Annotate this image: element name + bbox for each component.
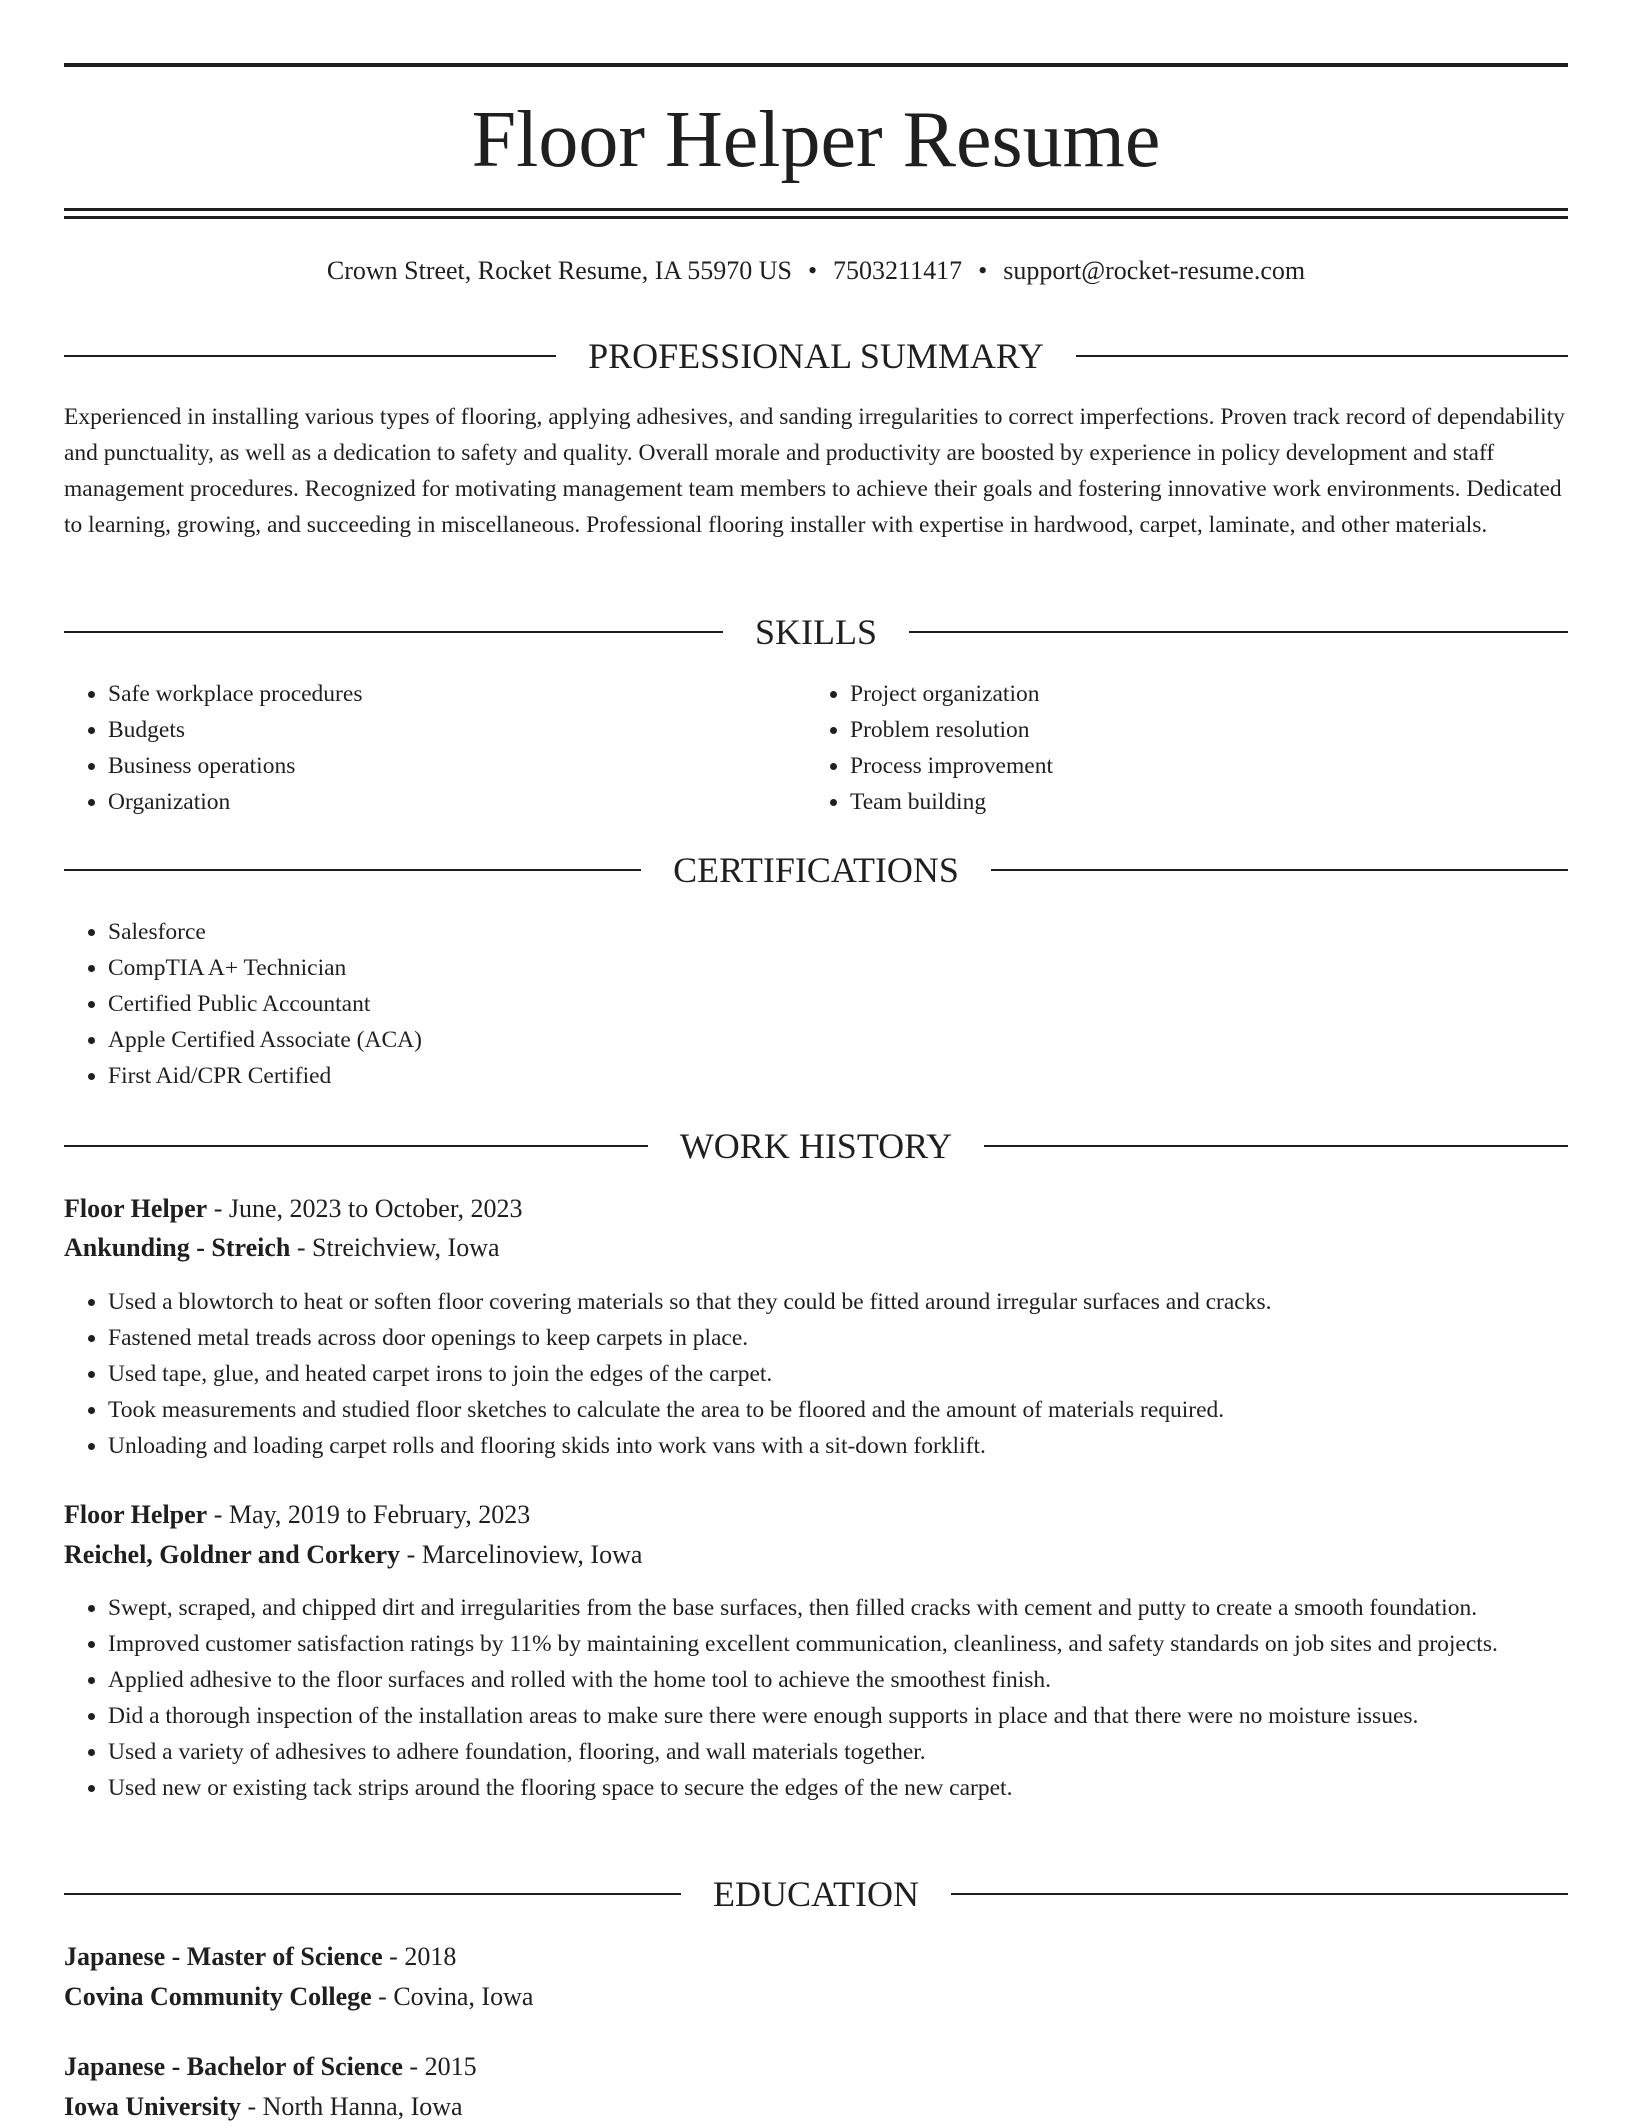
education-degree: Japanese - Master of Science xyxy=(64,1942,383,1971)
job-duty: • Fastened metal treads across door openings to keep carpets in place. xyxy=(108,1320,1568,1356)
certification-item: • Certified Public Accountant xyxy=(108,986,1568,1022)
certifications-list xyxy=(64,914,1568,1094)
education-location: - North Hanna, Iowa xyxy=(240,2092,463,2121)
job-title: Floor Helper xyxy=(64,1500,208,1529)
section-rule xyxy=(64,1145,648,1147)
professional-summary: Experienced in installing various types of flooring, applying adhesives, and sanding irregularities to correct imperfections. Proven track record of dependability and punctuality, as well as a dedication to safety and quality. Overall morale and productivity are boosted by experience in policy development and staff management procedures. Recognized for motivating management team members to achieve their goals and fostering innovative work environments. Dedicated to learning, growing, and succeeding in miscellaneous. Professional flooring installer with expertise in hardwood, carpet, laminate, and other materials. xyxy=(64,404,1565,538)
skill-item: • Problem resolution xyxy=(850,712,1590,748)
job-location: - Marcelinoview, Iowa xyxy=(400,1540,643,1569)
section-title: CERTIFICATIONS xyxy=(673,850,959,890)
education-degree-line xyxy=(64,1937,1568,1977)
job-company-line xyxy=(64,1228,1568,1268)
section-header-education xyxy=(64,1874,1568,1914)
section-title: EDUCATION xyxy=(713,1874,919,1914)
job-location: - Streichview, Iowa xyxy=(290,1233,500,1262)
job-duties-list xyxy=(64,1284,1568,1464)
section-rule xyxy=(909,631,1568,633)
contact-separator: • xyxy=(978,256,988,285)
section-title: WORK HISTORY xyxy=(679,1126,953,1166)
skill-item: • Budgets xyxy=(108,712,808,748)
skill-item: • Organization xyxy=(108,784,808,820)
section-rule xyxy=(951,1893,1568,1895)
job-dates: - June, 2023 to October, 2023 xyxy=(207,1194,523,1223)
title-rule-lower xyxy=(64,216,1568,219)
job-company-line xyxy=(64,1535,1568,1575)
job-duty: • Used a variety of adhesives to adhere foundation, flooring, and wall materials together. xyxy=(108,1734,1568,1770)
education-school-line xyxy=(64,1977,1568,2017)
title-rule-upper xyxy=(64,208,1568,211)
education-degree: Japanese - Bachelor of Science xyxy=(64,2052,403,2081)
education-school: Covina Community College xyxy=(64,1982,372,2011)
job-duty: • Used tape, glue, and heated carpet irons to join the edges of the carpet. xyxy=(108,1356,1568,1392)
section-title: SKILLS xyxy=(755,612,878,652)
section-rule xyxy=(64,1893,681,1895)
contact-line xyxy=(64,253,1568,289)
job-duty: • Unloading and loading carpet rolls and flooring skids into work vans with a sit-down forklift. xyxy=(108,1428,1568,1464)
job-company: Ankunding - Streich xyxy=(64,1233,291,1262)
education-degree-line xyxy=(64,2047,1568,2087)
section-rule xyxy=(984,1145,1568,1147)
job-duty: • Took measurements and studied floor sketches to calculate the area to be floored and the amount of materials required. xyxy=(108,1392,1568,1428)
certification-item: • First Aid/CPR Certified xyxy=(108,1058,1568,1094)
top-rule xyxy=(64,63,1568,67)
skills-list-left xyxy=(64,676,808,820)
skill-item: • Project organization xyxy=(850,676,1590,712)
section-header-summary xyxy=(64,336,1568,376)
section-rule xyxy=(991,869,1568,871)
job-duty: • Improved customer satisfaction ratings by 11% by maintaining excellent communication, cleanliness, and safety standards on job sites and projects. xyxy=(108,1626,1568,1662)
section-rule xyxy=(64,631,723,633)
skill-item: • Team building xyxy=(850,784,1590,820)
education-school-line xyxy=(64,2087,1568,2127)
contact-phone: 7503211417 xyxy=(833,256,963,285)
job-duties-list xyxy=(64,1590,1568,1806)
certification-item: • CompTIA A+ Technician xyxy=(108,950,1568,986)
skill-item: • Business operations xyxy=(108,748,808,784)
job-title: Floor Helper xyxy=(64,1194,208,1223)
job-title-line xyxy=(64,1189,1568,1229)
skills-list-right xyxy=(806,676,1590,820)
skill-item: • Process improvement xyxy=(850,748,1590,784)
contact-email: support@rocket-resume.com xyxy=(1003,256,1306,285)
skill-item: • Safe workplace procedures xyxy=(108,676,808,712)
certification-item: • Salesforce xyxy=(108,914,1568,950)
contact-address: Crown Street, Rocket Resume, IA 55970 US xyxy=(326,256,792,285)
section-title: PROFESSIONAL SUMMARY xyxy=(588,336,1044,376)
job-dates: - May, 2019 to February, 2023 xyxy=(207,1500,531,1529)
job-duty: • Applied adhesive to the floor surfaces and rolled with the home tool to achieve the smoothest finish. xyxy=(108,1662,1568,1698)
job-duty: • Swept, scraped, and chipped dirt and irregularities from the base surfaces, then filled cracks with cement and putty to create a smooth foundation. xyxy=(108,1590,1568,1626)
certification-item: • Apple Certified Associate (ACA) xyxy=(108,1022,1568,1058)
education-location: - Covina, Iowa xyxy=(371,1982,534,2011)
job-duty: • Did a thorough inspection of the installation areas to make sure there were enough supports in place and that there were no moisture issues. xyxy=(108,1698,1568,1734)
resume-title: Floor Helper Resume xyxy=(471,96,1161,184)
job-company: Reichel, Goldner and Corkery xyxy=(64,1540,401,1569)
job-duty: • Used a blowtorch to heat or soften floor covering materials so that they could be fitted around irregular surfaces and cracks. xyxy=(108,1284,1568,1320)
section-rule xyxy=(64,355,556,357)
section-header-certifications xyxy=(64,850,1568,890)
section-header-skills xyxy=(64,612,1568,652)
section-rule xyxy=(1076,355,1568,357)
education-year: - 2018 xyxy=(382,1942,457,1971)
section-rule xyxy=(64,869,641,871)
education-year: - 2015 xyxy=(402,2052,477,2081)
contact-separator: • xyxy=(807,256,818,285)
section-header-work-history xyxy=(64,1126,1568,1166)
job-duty: • Used new or existing tack strips around the flooring space to secure the edges of the new carpet. xyxy=(108,1770,1568,1806)
education-school: Iowa University xyxy=(64,2092,241,2121)
job-title-line xyxy=(64,1495,1568,1535)
